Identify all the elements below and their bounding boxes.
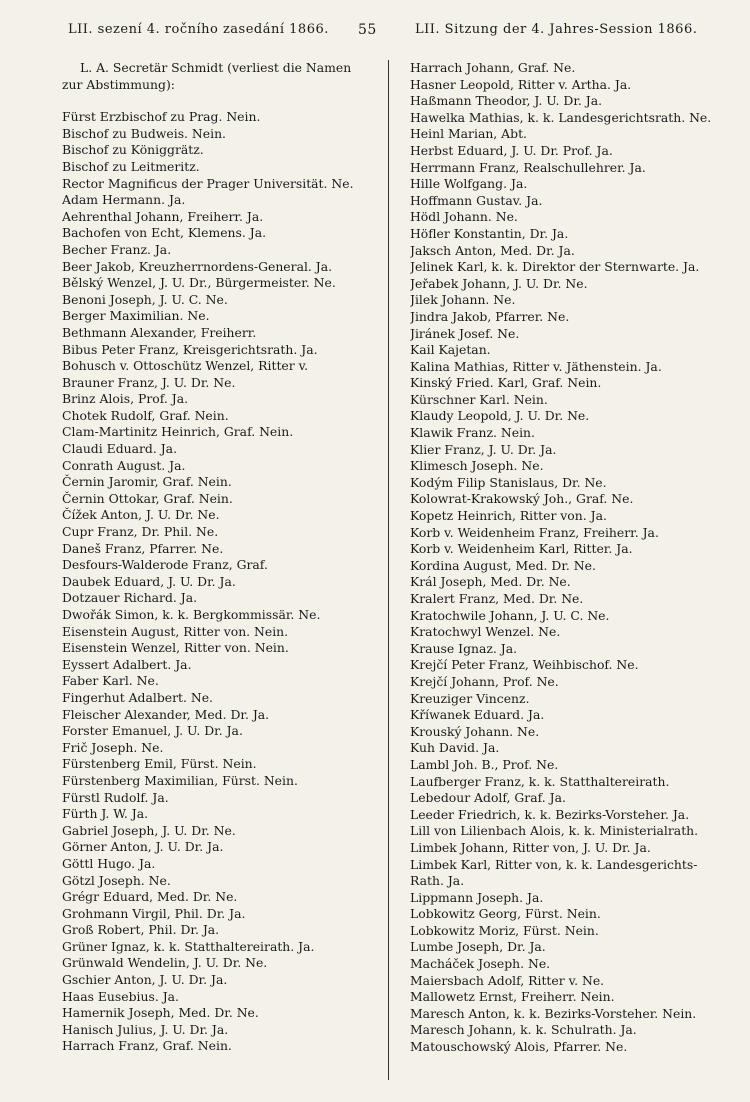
vote-entry: Lippmann Joseph. Ja.	[410, 889, 544, 905]
vote-entry: Fürst Erzbischof zu Prag. Nein.	[62, 109, 261, 125]
vote-entry: Kürschner Karl. Nein.	[410, 391, 548, 407]
vote-entry: Fleischer Alexander, Med. Dr. Ja.	[62, 706, 270, 722]
vote-entry: Grüner Ignaz, k. k. Statthaltereirath. Ja.	[62, 938, 315, 954]
vote-entry: Daneš Franz, Pfarrer. Ne.	[62, 540, 224, 556]
vote-entry: Kříwanek Eduard. Ja.	[410, 707, 545, 723]
vote-entry: Dotzauer Richard. Ja.	[62, 590, 198, 606]
vote-entry: Haas Eusebius. Ja.	[62, 988, 179, 1004]
vote-entry: Macháček Joseph. Ne.	[410, 956, 551, 972]
page-header	[68, 22, 722, 42]
vote-entry: Cupr Franz, Dr. Phil. Ne.	[62, 524, 219, 540]
vote-entry: Fingerhut Adalbert. Ne.	[62, 689, 213, 705]
vote-entry: Bohusch v. Ottoschütz Wenzel, Ritter v.	[62, 358, 309, 374]
vote-entry: Jaksch Anton, Med. Dr. Ja.	[410, 242, 575, 258]
vote-entry: Hasner Leopold, Ritter v. Artha. Ja.	[410, 76, 632, 92]
vote-entry: Becher Franz. Ja.	[62, 241, 172, 257]
vote-entry: Gschier Anton, J. U. Dr. Ja.	[62, 972, 228, 988]
vote-entry: Lobkowitz Georg, Fürst. Nein.	[410, 906, 601, 922]
vote-entry: Conrath August. Ja.	[62, 457, 186, 473]
vote-entry: Grünwald Wendelin, J. U. Dr. Ne.	[62, 955, 268, 971]
vote-entry: Jilek Johann. Ne.	[410, 292, 516, 308]
vote-entry: Chotek Rudolf, Graf. Nein.	[62, 407, 229, 423]
page-number: 55	[358, 22, 377, 38]
vote-entry: Jiránek Josef. Ne.	[410, 325, 520, 341]
vote-entry: Fürth J. W. Ja.	[62, 806, 149, 822]
vote-entry: Fürstenberg Emil, Fürst. Nein.	[62, 756, 257, 772]
spacer	[62, 93, 376, 109]
vote-entry: Maresch Anton, k. k. Bezirks-Vorsteher. Nein.	[410, 1005, 697, 1021]
vote-entry: Lobkowitz Moriz, Fürst. Nein.	[410, 922, 599, 938]
vote-entry: Kordina August, Med. Dr. Ne.	[410, 557, 596, 573]
vote-entry: Forster Emanuel, J. U. Dr. Ja.	[62, 723, 243, 739]
vote-entry: Eisenstein August, Ritter von. Nein.	[62, 623, 289, 639]
vote-entry: Kodým Filip Stanislaus, Dr. Ne.	[410, 474, 607, 490]
vote-entry: Grégr Eduard, Med. Dr. Ne.	[62, 889, 238, 905]
vote-entry: Höfler Konstantin, Dr. Ja.	[410, 225, 569, 241]
column-divider	[388, 60, 389, 1080]
vote-entry: Aehrenthal Johann, Freiherr. Ja.	[62, 208, 264, 224]
vote-entry: Benoni Joseph, J. U. C. Ne.	[62, 291, 228, 307]
vote-entry: Daubek Eduard, J. U. Dr. Ja.	[62, 573, 236, 589]
vote-entry: Lebedour Adolf, Graf. Ja.	[410, 790, 566, 806]
vote-entry: Klawik Franz. Nein.	[410, 425, 535, 441]
vote-entry: Fürstenberg Maximilian, Fürst. Nein.	[62, 772, 298, 788]
vote-entry: Čížek Anton, J. U. Dr. Ne.	[62, 507, 220, 523]
vote-entry: Hanisch Julius, J. U. Dr. Ja.	[62, 1021, 229, 1037]
vote-entry: Jeřabek Johann, J. U. Dr. Ne.	[410, 275, 588, 291]
vote-entry: Bachofen von Echt, Klemens. Ja.	[62, 225, 267, 241]
vote-entry: Černin Ottokar, Graf. Nein.	[62, 490, 233, 506]
vote-entry: Rath. Ja.	[410, 873, 465, 889]
vote-entry: Dwořák Simon, k. k. Bergkommissär. Ne.	[62, 607, 321, 622]
vote-entry: Hille Wolfgang. Ja.	[410, 176, 528, 192]
vote-entry: Kinský Fried. Karl, Graf. Nein.	[410, 375, 602, 391]
vote-entry: Hamernik Joseph, Med. Dr. Ne.	[62, 1005, 259, 1021]
vote-entry: Bischof zu Königgrätz.	[62, 142, 204, 158]
vote-entry: Klier Franz, J. U. Dr. Ja.	[410, 441, 557, 457]
vote-entry: Eisenstein Wenzel, Ritter von. Nein.	[62, 640, 289, 656]
vote-entry: Leeder Friedrich, k. k. Bezirks-Vorsteher. Ja.	[410, 806, 690, 822]
vote-entry: Claudi Eduard. Ja.	[62, 441, 178, 457]
vote-entry: Eyssert Adalbert. Ja.	[62, 656, 192, 672]
vote-entry: Kratochwyl Wenzel. Ne.	[410, 624, 561, 640]
vote-entry: Bibus Peter Franz, Kreisgerichtsrath. Ja.	[62, 341, 318, 357]
vote-entry: Krejčí Peter Franz, Weihbischof. Ne.	[410, 657, 639, 673]
vote-entry: Kopetz Heinrich, Ritter von. Ja.	[410, 508, 607, 524]
vote-entry: Heinl Marian, Abt.	[410, 126, 527, 142]
vote-entry: Limbek Karl, Ritter von, k. k. Landesgerichts-	[410, 856, 698, 872]
vote-entry: Rector Magnificus der Prager Universität. Ne.	[62, 175, 354, 191]
vote-entry: Desfours-Walderode Franz, Graf.	[62, 557, 268, 573]
vote-entry: Harrach Franz, Graf. Nein.	[62, 1038, 232, 1054]
vote-entry: Jindra Jakob, Pfarrer. Ne.	[410, 308, 570, 324]
vote-entry: Brinz Alois, Prof. Ja.	[62, 391, 189, 407]
vote-entry: Bethmann Alexander, Freiherr.	[62, 324, 257, 340]
vote-entry: Bischof zu Leitmeritz.	[62, 158, 200, 174]
vote-entry: Krouský Johann. Ne.	[410, 723, 540, 739]
vote-entry: Klimesch Joseph. Ne.	[410, 458, 544, 474]
vote-entry: Harrach Johann, Graf. Ne.	[410, 60, 576, 75]
vote-entry: Kratochwile Johann, J. U. C. Ne.	[410, 607, 610, 623]
vote-entry: Matouschowský Alois, Pfarrer. Ne.	[410, 1039, 628, 1055]
vote-entry: Hoffmann Gustav. Ja.	[410, 192, 543, 208]
vote-entry: Hawelka Mathias, k. k. Landesgerichtsrath. Ne.	[410, 109, 712, 125]
vote-entry: Hödl Johann. Ne.	[410, 209, 518, 225]
vote-entry: Clam-Martinitz Heinrich, Graf. Nein.	[62, 424, 294, 440]
vote-entry: Kolowrat-Krakowský Joh., Graf. Ne.	[410, 491, 634, 507]
vote-entry: Lumbe Joseph, Dr. Ja.	[410, 939, 546, 955]
vote-entry: Kreuziger Vincenz.	[410, 690, 530, 706]
left-column	[62, 60, 376, 1055]
header-left-czech: LII. sezení 4. ročního zasedání 1866.	[68, 22, 329, 37]
vote-entry: Bischof zu Budweis. Nein.	[62, 125, 226, 141]
header-right-german: LII. Sitzung der 4. Jahres-Session 1866.	[415, 22, 698, 37]
vote-entry: Maiersbach Adolf, Ritter v. Ne.	[410, 972, 605, 988]
vote-entry: Faber Karl. Ne.	[62, 673, 159, 689]
vote-entry: Kuh David. Ja.	[410, 740, 500, 756]
vote-entry: Černin Jaromir, Graf. Nein.	[62, 474, 232, 490]
vote-entry: Mallowetz Ernst, Freiherr. Nein.	[410, 989, 615, 1005]
vote-entry: Krause Ignaz. Ja.	[410, 640, 518, 656]
vote-entry: Herbst Eduard, J. U. Dr. Prof. Ja.	[410, 142, 613, 158]
vote-entry: Laufberger Franz, k. k. Statthaltereirath.	[410, 773, 670, 789]
vote-entry: Limbek Johann, Ritter von, J. U. Dr. Ja.	[410, 839, 651, 855]
vote-entry: Herrmann Franz, Realschullehrer. Ja.	[410, 159, 646, 175]
intro-line: L. A. Secretär Schmidt (verliest die Namen	[80, 60, 352, 75]
vote-entry: Haßmann Theodor, J. U. Dr. Ja.	[410, 93, 603, 109]
vote-entry: Kalina Mathias, Ritter v. Jäthenstein. Ja.	[410, 358, 662, 374]
vote-entry: Krejčí Johann, Prof. Ne.	[410, 673, 559, 689]
vote-entry: Grohmann Virgil, Phil. Dr. Ja.	[62, 905, 246, 921]
vote-entry: Maresch Johann, k. k. Schulrath. Ja.	[410, 1022, 637, 1038]
vote-entry: Göttl Hugo. Ja.	[62, 855, 156, 871]
vote-entry: Berger Maximilian. Ne.	[62, 308, 210, 324]
vote-entry: Klaudy Leopold, J. U. Dr. Ne.	[410, 408, 590, 424]
vote-entry: Korb v. Weidenheim Karl, Ritter. Ja.	[410, 541, 633, 557]
vote-entry: Jelinek Karl, k. k. Direktor der Sternwarte. Ja.	[410, 259, 700, 275]
vote-entry: Gabriel Joseph, J. U. Dr. Ne.	[62, 822, 236, 838]
vote-entry: Král Joseph, Med. Dr. Ne.	[410, 574, 571, 590]
right-column	[410, 60, 740, 1056]
vote-entry: Korb v. Weidenheim Franz, Freiherr. Ja.	[410, 524, 659, 540]
intro-line: zur Abstimmung):	[62, 76, 175, 92]
vote-entry: Beer Jakob, Kreuzherrnordens-General. Ja.	[62, 258, 333, 274]
vote-entry: Lill von Lilienbach Alois, k. k. Ministerialrath.	[410, 823, 699, 839]
vote-entry: Groß Robert, Phil. Dr. Ja.	[62, 922, 220, 938]
vote-entry: Frič Joseph. Ne.	[62, 739, 164, 755]
vote-entry: Bělský Wenzel, J. U. Dr., Bürgermeister. Ne.	[62, 275, 336, 291]
vote-entry: Fürstl Rudolf. Ja.	[62, 789, 169, 805]
vote-entry: Brauner Franz, J. U. Dr. Ne.	[62, 374, 236, 390]
vote-entry: Görner Anton, J. U. Dr. Ja.	[62, 839, 224, 855]
vote-entry: Kralert Franz, Med. Dr. Ne.	[410, 591, 584, 606]
vote-entry: Lambl Joh. B., Prof. Ne.	[410, 756, 559, 772]
vote-entry: Kail Kajetan.	[410, 342, 491, 358]
vote-entry: Götzl Joseph. Ne.	[62, 872, 171, 888]
vote-entry: Adam Hermann. Ja.	[62, 192, 186, 208]
